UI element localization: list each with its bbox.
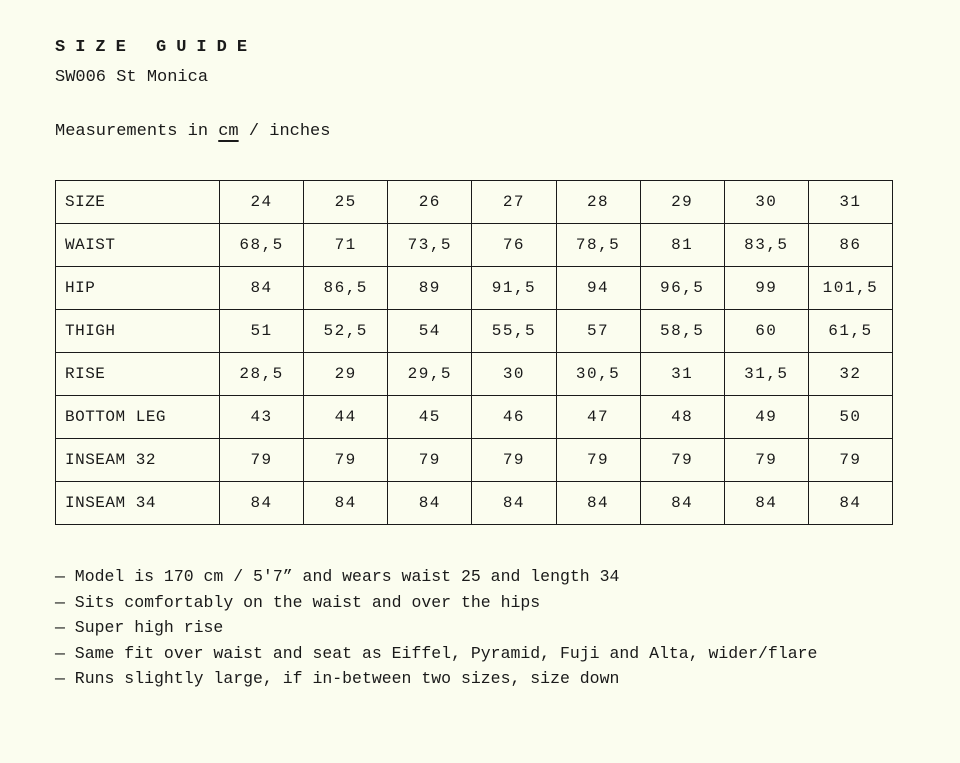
table-cell: 45 bbox=[388, 396, 472, 439]
table-cell: 73,5 bbox=[388, 224, 472, 267]
table-cell: 79 bbox=[724, 439, 808, 482]
table-cell: 46 bbox=[472, 396, 556, 439]
table-cell: 31 bbox=[640, 353, 724, 396]
table-cell: 84 bbox=[472, 482, 556, 525]
table-cell: 26 bbox=[388, 181, 472, 224]
table-cell: 43 bbox=[220, 396, 304, 439]
row-label: WAIST bbox=[56, 224, 220, 267]
table-cell: 79 bbox=[556, 439, 640, 482]
table-cell: 31,5 bbox=[724, 353, 808, 396]
table-cell: 76 bbox=[472, 224, 556, 267]
table-row bbox=[56, 482, 893, 525]
table-cell: 47 bbox=[556, 396, 640, 439]
table-cell: 84 bbox=[388, 482, 472, 525]
fit-notes bbox=[55, 564, 915, 692]
table-cell: 96,5 bbox=[640, 267, 724, 310]
table-cell: 83,5 bbox=[724, 224, 808, 267]
page-title: SIZE GUIDE bbox=[55, 38, 258, 57]
fit-note: — Model is 170 cm / 5'7” and wears waist 25 and length 34 bbox=[55, 567, 620, 586]
fit-note: — Super high rise bbox=[55, 618, 224, 638]
table-row bbox=[56, 439, 893, 482]
row-label: THIGH bbox=[56, 310, 220, 353]
table-row bbox=[56, 181, 893, 224]
table-cell: 81 bbox=[640, 224, 724, 267]
table-cell: 54 bbox=[388, 310, 472, 353]
table-cell: 84 bbox=[304, 482, 388, 525]
table-cell: 101,5 bbox=[808, 267, 892, 310]
unit-cm-toggle[interactable]: cm bbox=[218, 122, 239, 141]
table-cell: 91,5 bbox=[472, 267, 556, 310]
table-cell: 52,5 bbox=[304, 310, 388, 353]
table-cell: 78,5 bbox=[556, 224, 640, 267]
row-label: INSEAM 34 bbox=[56, 482, 220, 525]
table-cell: 79 bbox=[304, 439, 388, 482]
row-label: SIZE bbox=[56, 181, 220, 224]
row-label: INSEAM 32 bbox=[56, 439, 220, 482]
fit-note: — Sits comfortably on the waist and over the hips bbox=[55, 592, 541, 612]
table-cell: 29 bbox=[640, 181, 724, 224]
table-row bbox=[56, 353, 893, 396]
unit-selector bbox=[55, 120, 905, 144]
size-guide-page bbox=[55, 36, 905, 689]
size-table bbox=[55, 180, 893, 525]
table-cell: 84 bbox=[556, 482, 640, 525]
table-cell: 60 bbox=[724, 310, 808, 353]
table-cell: 30 bbox=[472, 353, 556, 396]
row-label: BOTTOM LEG bbox=[56, 396, 220, 439]
table-cell: 79 bbox=[808, 439, 892, 482]
table-cell: 29 bbox=[304, 353, 388, 396]
table-cell: 61,5 bbox=[808, 310, 892, 353]
table-cell: 50 bbox=[808, 396, 892, 439]
table-cell: 25 bbox=[304, 181, 388, 224]
table-cell: 28,5 bbox=[220, 353, 304, 396]
table-cell: 79 bbox=[388, 439, 472, 482]
units-separator: / bbox=[248, 122, 260, 141]
product-name: SW006 St Monica bbox=[55, 68, 209, 87]
table-cell: 79 bbox=[472, 439, 556, 482]
row-label: HIP bbox=[56, 267, 220, 310]
table-row bbox=[56, 224, 893, 267]
table-row bbox=[56, 310, 893, 353]
table-row bbox=[56, 267, 893, 310]
table-cell: 31 bbox=[808, 181, 892, 224]
table-cell: 99 bbox=[724, 267, 808, 310]
table-cell: 84 bbox=[220, 482, 304, 525]
table-cell: 32 bbox=[808, 353, 892, 396]
table-cell: 84 bbox=[220, 267, 304, 310]
table-cell: 27 bbox=[472, 181, 556, 224]
table-cell: 94 bbox=[556, 267, 640, 310]
table-cell: 57 bbox=[556, 310, 640, 353]
units-prefix: Measurements in bbox=[55, 122, 209, 141]
table-cell: 29,5 bbox=[388, 353, 472, 396]
table-cell: 84 bbox=[640, 482, 724, 525]
table-cell: 48 bbox=[640, 396, 724, 439]
table-cell: 58,5 bbox=[640, 310, 724, 353]
table-cell: 89 bbox=[388, 267, 472, 310]
table-cell: 30 bbox=[724, 181, 808, 224]
table-cell: 44 bbox=[304, 396, 388, 439]
table-cell: 84 bbox=[808, 482, 892, 525]
fit-note: — Runs slightly large, if in-between two sizes, size down bbox=[55, 669, 620, 689]
table-cell: 30,5 bbox=[556, 353, 640, 396]
table-cell: 84 bbox=[724, 482, 808, 525]
table-row bbox=[56, 396, 893, 439]
table-cell: 28 bbox=[556, 181, 640, 224]
table-cell: 79 bbox=[220, 439, 304, 482]
table-cell: 55,5 bbox=[472, 310, 556, 353]
row-label: RISE bbox=[56, 353, 220, 396]
table-cell: 68,5 bbox=[220, 224, 304, 267]
unit-inches-toggle[interactable]: inches bbox=[269, 122, 331, 141]
table-cell: 51 bbox=[220, 310, 304, 353]
fit-note: — Same fit over waist and seat as Eiffel, Pyramid, Fuji and Alta, wider/flare bbox=[55, 643, 818, 663]
table-cell: 86 bbox=[808, 224, 892, 267]
table-cell: 86,5 bbox=[304, 267, 388, 310]
table-cell: 24 bbox=[220, 181, 304, 224]
table-cell: 49 bbox=[724, 396, 808, 439]
table-cell: 79 bbox=[640, 439, 724, 482]
table-cell: 71 bbox=[304, 224, 388, 267]
